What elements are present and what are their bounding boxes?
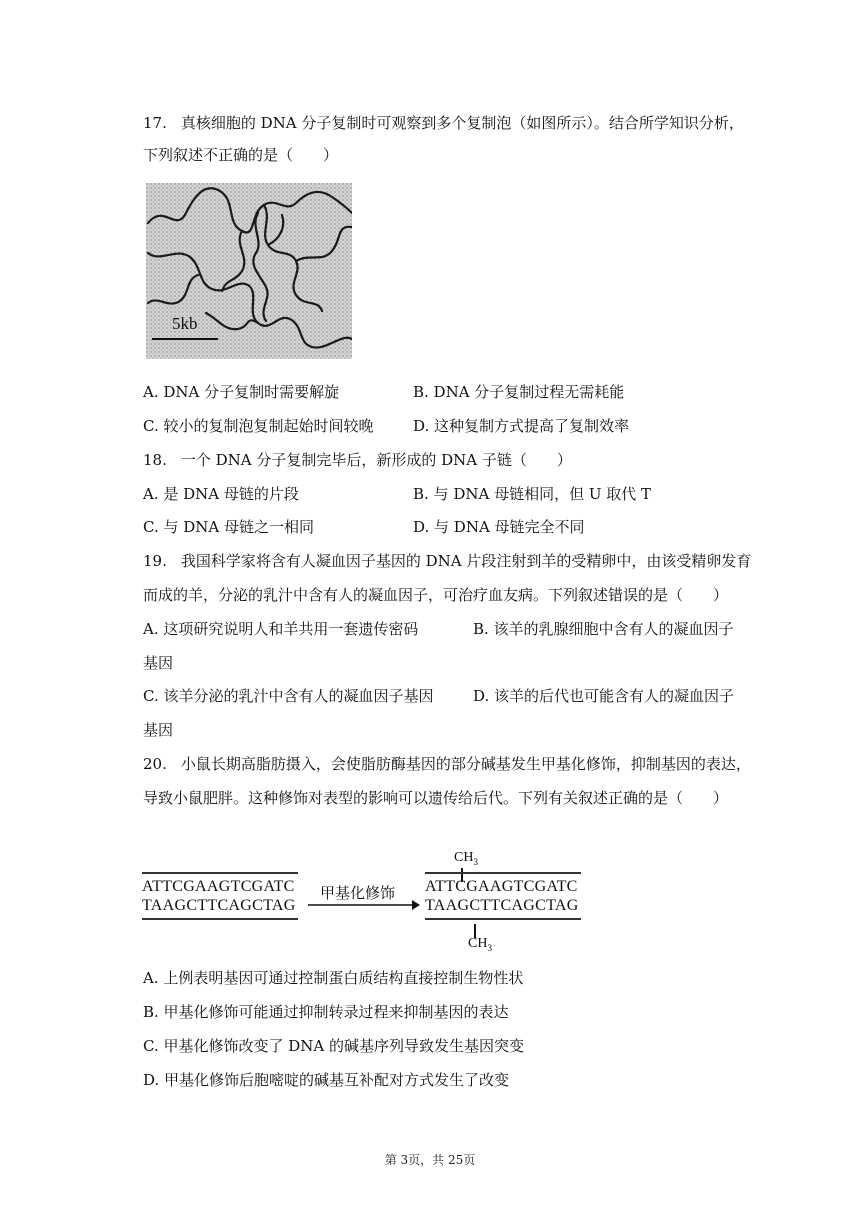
q18-option-c[interactable]: C. 与 DNA 母链之一相同 xyxy=(143,518,314,536)
dna-after-top-strand: ATTCGAAGTCGATC xyxy=(425,878,578,895)
replication-bubble-figure xyxy=(146,183,352,359)
q20-option-b[interactable]: B. 甲基化修饰可能通过抑制转录过程来抑制基因的表达 xyxy=(143,1003,509,1021)
q18-option-a[interactable]: A. 是 DNA 母链的片段 xyxy=(143,485,299,503)
arrow-icon xyxy=(308,898,420,912)
q20-stem-line1 xyxy=(143,754,751,774)
q17-number: 17. xyxy=(143,114,167,132)
q19-option-d-continued: 基因 xyxy=(143,721,174,739)
dna-after xyxy=(425,872,583,920)
q17-stem-line2: 下列叙述不正确的是（ ） xyxy=(143,146,339,164)
q19-stem-line2: 而成的羊，分泌的乳汁中含有人的凝血因子，可治疗血友病。下列叙述错误的是（ ） xyxy=(143,586,729,604)
dna-before xyxy=(142,872,300,920)
q18-stem xyxy=(143,450,572,470)
q20-option-a[interactable]: A. 上例表明基因可通过控制蛋白质结构直接控制生物性状 xyxy=(143,969,524,987)
dna-after-bottom-strand: TAAGCTTCAGCTAG xyxy=(425,897,579,914)
q19-option-d[interactable]: D. 该羊的后代也可能含有人的凝血因子 xyxy=(473,687,735,705)
dna-before-bottom-strand: TAAGCTTCAGCTAG xyxy=(142,897,296,914)
q17-option-a[interactable]: A. DNA 分子复制时需要解旋 xyxy=(143,383,340,401)
q18-option-b[interactable]: B. 与 DNA 母链相同，但 U 取代 T xyxy=(413,485,652,503)
q19-option-a[interactable]: A. 这项研究说明人和羊共用一套遗传密码 xyxy=(143,620,419,638)
q20-option-c[interactable]: C. 甲基化修饰改变了 DNA 的碱基序列导致发生基因突变 xyxy=(143,1037,525,1055)
q17-stem-line1 xyxy=(143,113,744,133)
q17-option-d[interactable]: D. 这种复制方式提高了复制效率 xyxy=(413,417,630,435)
q20-stem-line2: 导致小鼠肥胖。这种修饰对表型的影响可以遗传给后代。下列有关叙述正确的是（ ） xyxy=(143,789,729,807)
page-footer: 第 3页，共 25页 xyxy=(384,1153,476,1167)
q19-number: 19. xyxy=(143,552,167,570)
q18-option-d[interactable]: D. 与 DNA 母链完全不同 xyxy=(413,518,585,536)
q17-option-b[interactable]: B. DNA 分子复制过程无需耗能 xyxy=(413,383,625,401)
micrograph-image xyxy=(146,183,352,359)
q19-stem-line1 xyxy=(143,551,751,571)
q17-stem-text: 真核细胞的 DNA 分子复制时可观察到多个复制泡（如图所示）。结合所学知识分析， xyxy=(180,114,744,132)
dna-before-top-strand: ATTCGAAGTCGATC xyxy=(142,878,295,895)
q18-number: 18. xyxy=(143,451,167,469)
q19-option-b[interactable]: B. 该羊的乳腺细胞中含有人的凝血因子 xyxy=(473,620,734,638)
q20-number: 20. xyxy=(143,755,167,773)
q19-option-b-continued: 基因 xyxy=(143,654,174,672)
methyl-top-label: $CH_3$ xyxy=(454,850,478,867)
q19-stem-text: 我国科学家将含有人凝血因子基因的 DNA 片段注射到羊的受精卵中，由该受精卵发育 xyxy=(180,552,752,570)
arrow-label: 甲基化修饰 xyxy=(320,884,396,902)
methyl-bottom-label: $CH_3$ xyxy=(468,936,492,953)
scale-bar-label: 5kb xyxy=(172,314,198,333)
q18-stem-text: 一个 DNA 分子复制完毕后，新形成的 DNA 子链（ ） xyxy=(180,451,572,469)
q20-stem-text: 小鼠长期高脂肪摄入，会使脂肪酶基因的部分碱基发生甲基化修饰，抑制基因的表达， xyxy=(180,755,751,773)
q17-option-c[interactable]: C. 较小的复制泡复制起始时间较晚 xyxy=(143,417,374,435)
methylation-diagram xyxy=(140,848,590,956)
q20-option-d[interactable]: D. 甲基化修饰后胞嘧啶的碱基互补配对方式发生了改变 xyxy=(143,1071,510,1089)
q19-option-c[interactable]: C. 该羊分泌的乳汁中含有人的凝血因子基因 xyxy=(143,687,434,705)
